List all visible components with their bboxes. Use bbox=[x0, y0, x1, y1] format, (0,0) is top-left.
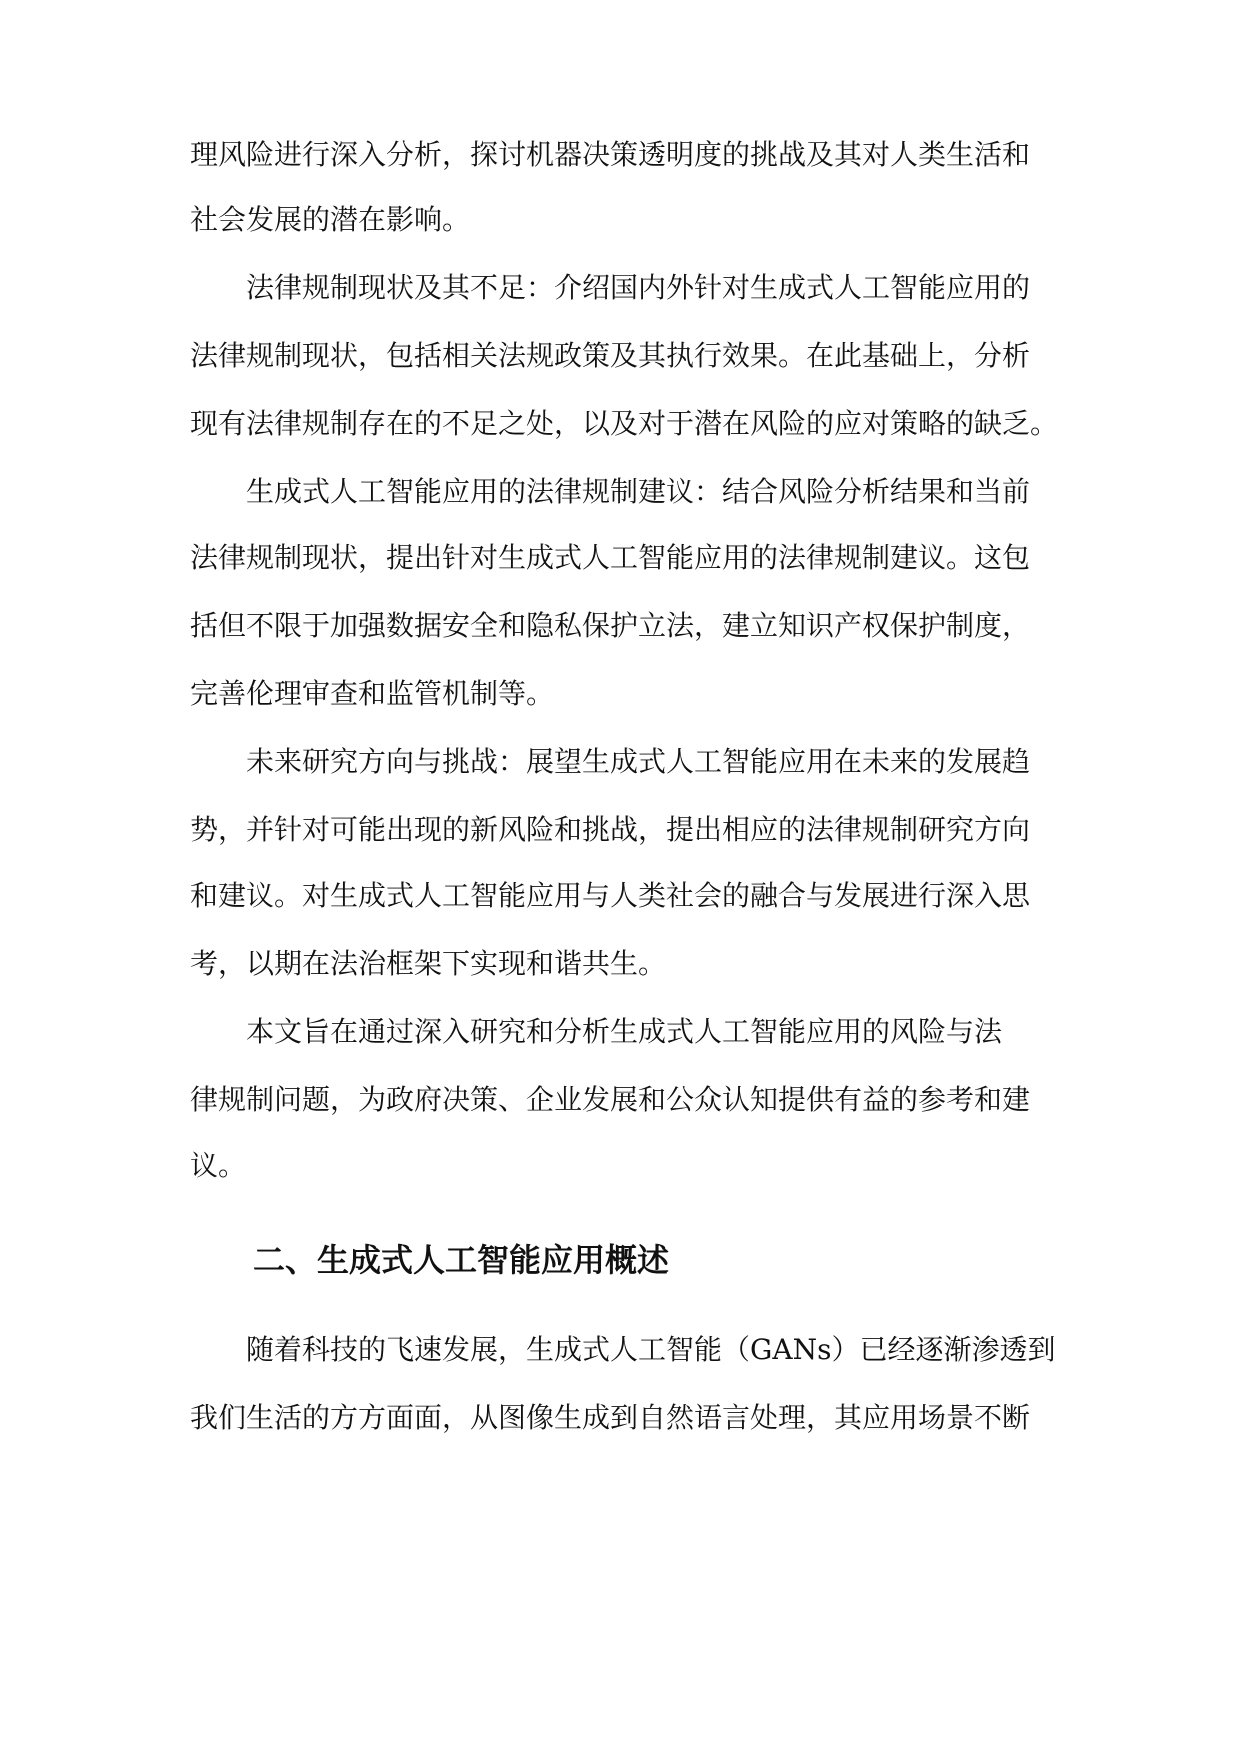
paragraph-2-line-1: 法律规制现状及其不足：介绍国内外针对生成式人工智能应用的 bbox=[246, 271, 1031, 304]
paragraph-4-line-4: 考，以期在法治框架下实现和谐共生。 bbox=[190, 947, 667, 980]
section-heading: 二、生成式人工智能应用概述 bbox=[253, 1241, 670, 1279]
paragraph-5-line-2: 律规制问题，为政府决策、企业发展和公众认知提供有益的参考和建 bbox=[190, 1083, 1031, 1116]
section-paragraph-line-2: 我们生活的方方面面，从图像生成到自然语言处理，其应用场景不断 bbox=[190, 1401, 1031, 1434]
paragraph-4-line-2: 势，并针对可能出现的新风险和挑战，提出相应的法律规制研究方向 bbox=[190, 813, 1031, 846]
paragraph-3-line-1: 生成式人工智能应用的法律规制建议：结合风险分析结果和当前 bbox=[246, 475, 1031, 508]
paragraph-3-line-4: 完善伦理审查和监管机制等。 bbox=[190, 677, 555, 710]
paragraph-5-line-1: 本文旨在通过深入研究和分析生成式人工智能应用的风险与法 bbox=[246, 1015, 1003, 1048]
paragraph-1-line-2: 社会发展的潜在影响。 bbox=[190, 203, 471, 236]
paragraph-2-line-3: 现有法律规制存在的不足之处，以及对于潜在风险的应对策略的缺乏。 bbox=[190, 407, 1059, 440]
paragraph-4-line-1: 未来研究方向与挑战：展望生成式人工智能应用在未来的发展趋 bbox=[246, 745, 1031, 778]
paragraph-5-line-3: 议。 bbox=[190, 1149, 247, 1182]
section-paragraph-line-1: 随着科技的飞速发展，生成式人工智能（GANs）已经逐渐渗透到 bbox=[246, 1333, 1056, 1366]
paragraph-4-line-3: 和建议。对生成式人工智能应用与人类社会的融合与发展进行深入思 bbox=[190, 879, 1031, 912]
paragraph-2-line-2: 法律规制现状，包括相关法规政策及其执行效果。在此基础上，分析 bbox=[190, 339, 1031, 372]
paragraph-3-line-2: 法律规制现状，提出针对生成式人工智能应用的法律规制建议。这包 bbox=[190, 541, 1031, 574]
paragraph-1-line-1: 理风险进行深入分析，探讨机器决策透明度的挑战及其对人类生活和 bbox=[190, 138, 1031, 171]
paragraph-3-line-3: 括但不限于加强数据安全和隐私保护立法，建立知识产权保护制度， bbox=[190, 609, 1031, 642]
